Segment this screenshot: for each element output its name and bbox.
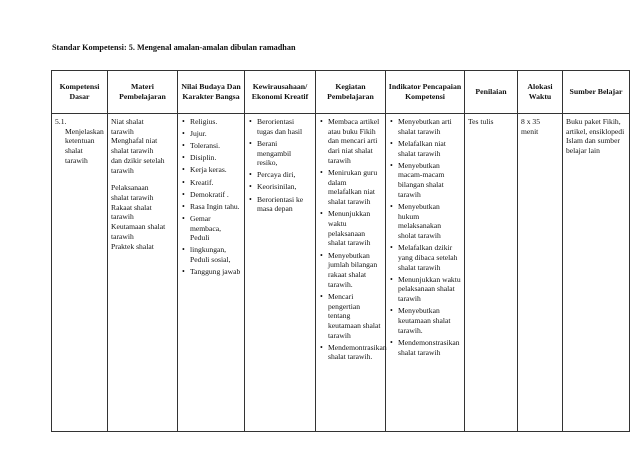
list-item: • Rasa Ingin tahu. [190, 202, 241, 212]
list-item: • Menunjukkan waktu pelaksanaan shalat tarawih [328, 209, 382, 248]
list-item: • Kreatif. [190, 178, 241, 188]
materi-line: tarawih [111, 212, 134, 222]
list-item: • Menyebutkan hukum melaksanakan sholat tarawih [398, 202, 461, 241]
list-item: • Tanggung jawab [190, 267, 241, 277]
sumber-text: Buku paket Fikih, artikel, ensiklopedi Islam dan sumber belajar lain [566, 117, 625, 156]
list-item: • Keorisinilan, [257, 182, 312, 192]
list-item: • Menyebutkan arti shalat tarawih [398, 117, 461, 136]
list-item: • Berorientasi tugas dan hasil [257, 117, 312, 136]
list-item: • Mendemontrasikan shalat tarawih. [328, 343, 382, 362]
header-penilaian: Penilaian [465, 71, 518, 114]
alokasi-text: 8 x 35 menit [521, 117, 540, 136]
penilaian-text: Tes tulis [468, 117, 494, 126]
list-item: • Menyebutkan jumlah bilangan rakaat shalat tarawih. [328, 251, 382, 290]
kewirausahaan-list [248, 117, 312, 214]
header-nilai: Nilai Budaya Dan Karakter Bangsa [178, 71, 245, 114]
kompetensi-text: 5.1. Menjelaskan ketentuan shalat tarawih [55, 117, 104, 165]
materi-line: Niat shalat [111, 117, 144, 126]
materi-line: shalat tarawih [111, 193, 154, 203]
cell-alokasi [518, 114, 563, 432]
header-indikator: Indikator Pencapaian Kompetensi [386, 71, 465, 114]
materi-line: tarawih [111, 126, 134, 136]
cell-sumber [563, 114, 630, 432]
list-item: • Religius. [190, 117, 241, 127]
list-item: • Melafalkan dzikir yang dibaca setelah shalat tarawih [398, 243, 461, 272]
cell-kewirausahaan [245, 114, 316, 432]
materi-line: Rakaat shalat [111, 202, 152, 212]
standard-value: : 5. Mengenal amalan-amalan dibulan ramadhan [124, 43, 296, 52]
list-item: • Gemar membaca, Peduli [190, 214, 241, 243]
list-item: • Berorientasi ke masa depan [257, 195, 312, 214]
header-sumber: Sumber Belajar [563, 71, 630, 114]
materi-line: dan dzikir setelah [111, 155, 165, 165]
list-item: • Demokratif . [190, 190, 241, 200]
header-kompetensi: Kompetensi Dasar [52, 71, 108, 114]
materi-line: tarawih [111, 231, 134, 241]
cell-indikator [386, 114, 465, 432]
materi-group-2 [111, 183, 174, 251]
cell-kegiatan [316, 114, 386, 432]
syllabus-table [51, 70, 630, 432]
materi-line: Praktek shalat [111, 241, 154, 251]
list-item: • Disiplin. [190, 153, 241, 163]
indikator-list [389, 117, 461, 357]
list-item: • Jujur. [190, 129, 241, 139]
header-row [52, 71, 630, 114]
materi-line: Pelaksanaan [111, 183, 149, 193]
materi-line: tarawih [111, 165, 134, 175]
list-item: • Toleransi. [190, 141, 241, 151]
kegiatan-list [319, 117, 387, 362]
list-item: • Percaya diri, [257, 170, 312, 180]
standard-line [52, 43, 296, 52]
list-item: • Mencari pengertian tentang keutamaan shalat tarawih [328, 292, 382, 341]
list-item: • Membaca artikel atau buku Fikih dan mencari arti dari niat shalat tarawih [328, 117, 382, 166]
materi-line: shalat tarawih [111, 146, 154, 156]
table-row [52, 114, 630, 432]
list-item: • Melafalkan niat shalat tarawih [398, 139, 461, 158]
header-kewirausahaan: Kewirausahaan/ Ekonomi Kreatif [245, 71, 316, 114]
nilai-list [181, 117, 241, 277]
materi-line: Keutamaan shalat [111, 222, 166, 232]
list-item: • Kerja keras. [190, 165, 241, 175]
list-item: • Menunjukkan waktu pelaksanaan shalat tarawih [398, 275, 461, 304]
header-kegiatan: Kegiatan Pembelajaran [316, 71, 386, 114]
list-item: • Menirukan guru dalam melafalkan niat shalat tarawih [328, 168, 382, 207]
list-item: • lingkungan, Peduli sosial, [190, 245, 241, 264]
materi-group-1 [111, 117, 174, 175]
list-item: • Berani mengambil resiko, [257, 139, 312, 168]
standard-label: Standar Kompetensi [52, 43, 124, 52]
header-alokasi: Alokasi Waktu [518, 71, 563, 114]
list-item: • Mendemonstrasikan shalat tarawih [398, 338, 461, 357]
cell-nilai [178, 114, 245, 432]
cell-materi [108, 114, 178, 432]
list-item: • Menyebutkan macam-macam bilangan shalat tarawih [398, 161, 461, 200]
list-item: • Menyebutkan keutamaan shalat tarawih. [398, 306, 461, 335]
cell-penilaian [465, 114, 518, 432]
cell-kompetensi [52, 114, 108, 432]
header-materi: Materi Pembelajaran [108, 71, 178, 114]
materi-line: Menghafal niat [111, 136, 158, 146]
